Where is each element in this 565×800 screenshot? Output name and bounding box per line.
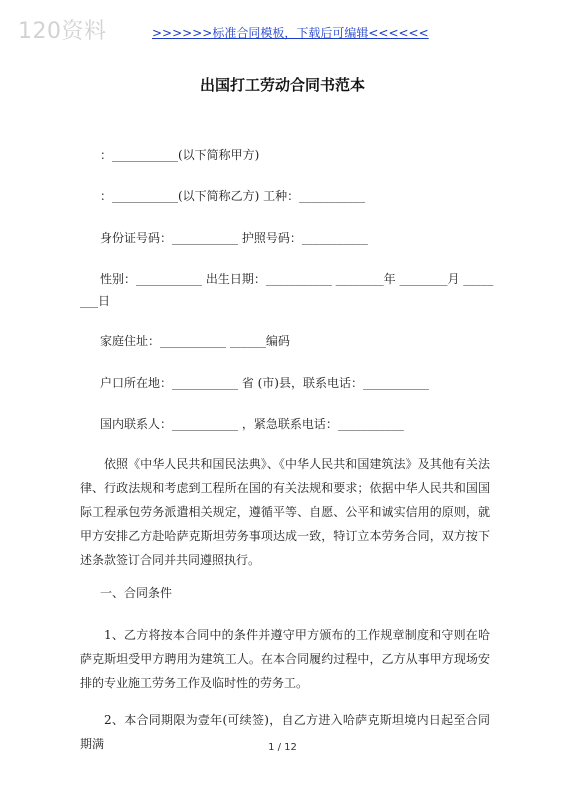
home-address-line: 家庭住址：___________ ______编码 (100, 334, 290, 348)
watermark-logo: 120资料 (18, 19, 107, 44)
page-title: 出国打工劳动合同书范本 (199, 76, 365, 94)
section-heading-contract-conditions: 一、合同条件 (100, 586, 173, 600)
page-number: 1 / 12 (268, 742, 297, 753)
clause-2-paragraph: 2、本合同期限为壹年(可续签)，自乙方进入哈萨克斯坦境内日起至合同期满 (80, 713, 490, 751)
party-b-line: ：___________(以下简称乙方) 工种：___________ (100, 189, 366, 203)
domestic-contact-line: 国内联系人：___________ ，紧急联系电话：___________ (100, 417, 404, 431)
clause-1-paragraph: 1、乙方将按本合同中的条件并遵守甲方颁布的工作规章制度和守则在哈萨克斯坦受甲方聘用为建筑工人。在本合同履约过程中，乙方从事甲方现场安排的专业施工劳务工作及临时性的劳务工。 (80, 628, 490, 690)
preamble-paragraph: 依照《中华人民共和国民法典》、《中华人民共和国建筑法》及其他有关法律、行政法规和考虑到工程所在国的有关法规和要求；依据中华人民共和国国际工程承包劳务派遣相关规定，遵循平等、自愿、公平和诚实信用的原则，就甲方安排乙方赴哈萨克斯坦劳务事项达成一致，特订立本劳务合同，双方按下述条款签订合同并共同遵照执行。 (80, 457, 490, 567)
party-a-line: ：___________(以下简称甲方) (100, 148, 260, 162)
gender-birth-line: 性别：___________ 出生日期：___________ ________年 ________月 _____ (100, 272, 494, 286)
household-registration-line: 户口所在地：___________ 省 (市)县，联系电话：___________ (100, 376, 429, 390)
gender-birth-line-continued: ___日 (80, 294, 111, 308)
id-passport-line: 身份证号码：___________ 护照号码：___________ (100, 231, 368, 245)
template-download-link[interactable]: >>>>>>标准合同模板，下载后可编辑<<<<<< (152, 26, 429, 40)
